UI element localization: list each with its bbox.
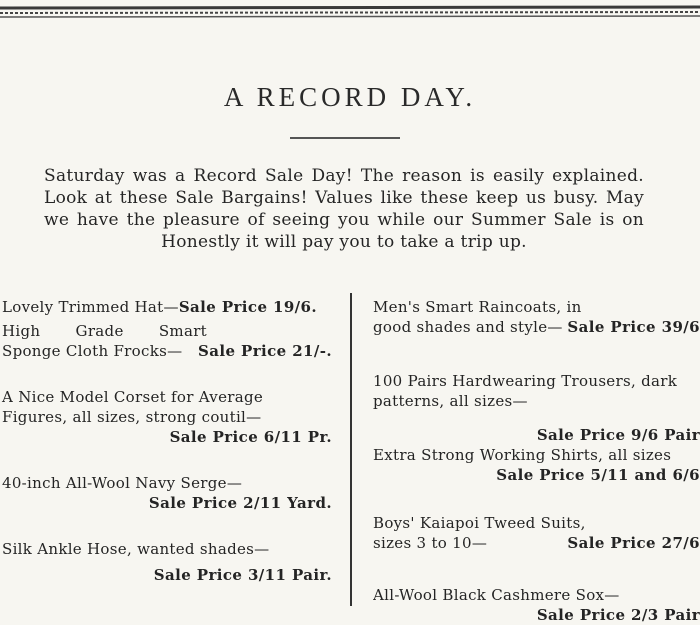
item-description: Lovely Trimmed Hat— [2,298,179,316]
intro-paragraph: Saturday was a Record Sale Day! The reason is easily explained. Look at these Sale Bargains! Values like these keep us busy. May we have the pleasure of seeing you while our Summer Sale is on Honestly it will pay you to take a trip up. [44,166,644,252]
item-description: Extra Strong Working Shirts, all sizes [373,446,672,464]
item-price: Sale Price 2/3 Pair [536,606,700,624]
list-item [373,585,700,625]
list-item [373,297,700,337]
item-description: All-Wool Black Cashmere Sox— [373,586,620,604]
item-price: Sale Price 21/-. [198,342,332,360]
list-item [2,321,332,361]
list-item [2,387,332,447]
item-description: Men's Smart Raincoats, in good shades and style— [373,298,582,336]
column-divider [350,293,352,606]
item-price: Sale Price 9/6 Pair [536,426,700,444]
list-item [373,445,700,485]
item-price: Sale Price 5/11 and 6/6 [496,466,700,484]
decorative-top-border [0,4,700,26]
item-description: High Grade Smart Sponge Cloth Frocks— [2,322,207,360]
headline-underline [290,137,400,139]
item-price: Sale Price 6/11 Pr. [169,428,332,446]
list-item [2,539,332,585]
item-price: Sale Price 19/6. [178,298,318,316]
item-description: 100 Pairs Hardwearing Trousers, dark patterns, all sizes— [373,372,678,410]
item-price: Sale Price 27/6 [567,534,700,552]
item-description: Silk Ankle Hose, wanted shades— [2,540,270,558]
list-item [373,513,700,553]
item-description: Boys' Kaiapoi Tweed Suits, sizes 3 to 10— [373,514,586,552]
item-price: Sale Price 3/11 Pair. [153,566,332,584]
item-price: Sale Price 39/6 [567,318,700,336]
list-item [2,473,332,513]
headline: A RECORD DAY. [223,82,477,112]
left-column [2,297,332,585]
item-description: A Nice Model Corset for Average Figures, all sizes, strong coutil— [2,388,264,426]
item-description: 40-inch All-Wool Navy Serge— [2,474,243,492]
item-price: Sale Price 2/11 Yard. [148,494,332,512]
list-item [2,297,332,317]
list-item [373,371,700,445]
right-column [373,297,700,625]
